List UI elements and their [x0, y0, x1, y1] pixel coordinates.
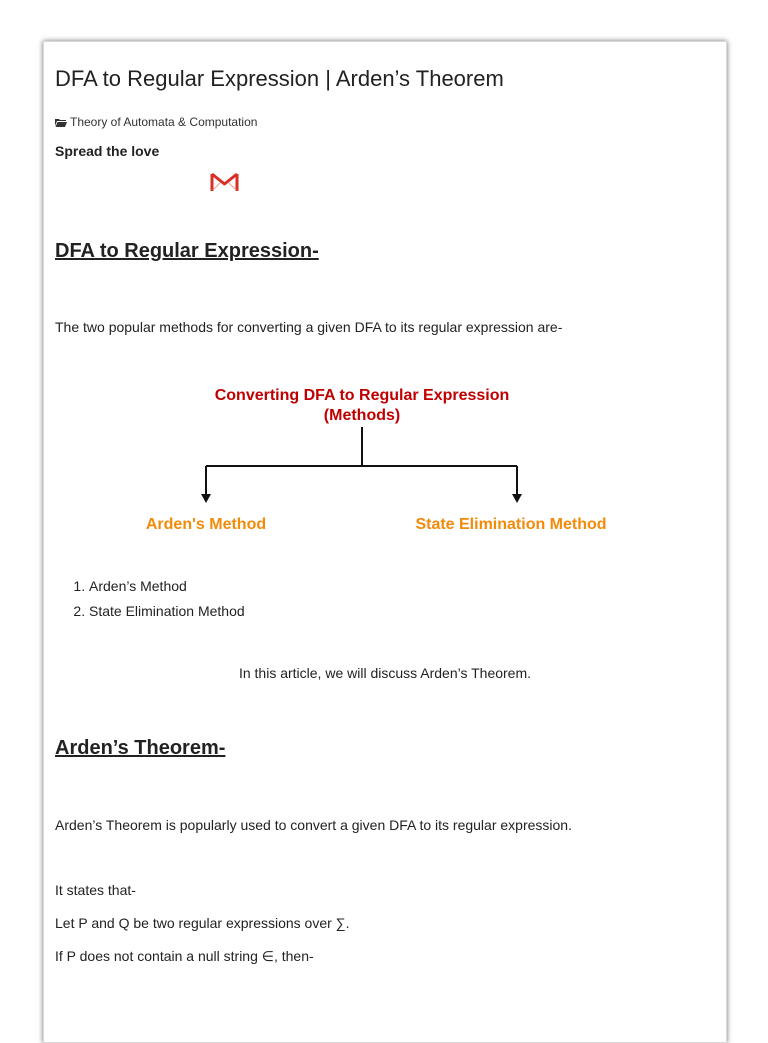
diagram-right-method: State Elimination Method: [415, 516, 607, 533]
diagram-title-line2: (Methods): [323, 407, 401, 424]
folder-icon: [55, 118, 67, 127]
let-pq-text: Let P and Q be two regular expressions over ∑.: [55, 915, 350, 931]
diagram-right-arrowhead: [512, 494, 522, 503]
post-title: DFA to Regular Expression | Arden’s Theorem: [55, 66, 504, 91]
dfa-intro-text: The two popular methods for converting a given DFA to its regular expression are-: [55, 319, 563, 335]
spread-the-love: Spread the love: [55, 143, 160, 159]
post-category[interactable]: [55, 115, 257, 129]
gmail-icon[interactable]: [210, 172, 239, 193]
methods-diagram: [128, 372, 648, 542]
section-heading-dfa: DFA to Regular Expression-: [55, 240, 319, 262]
article-card: [43, 41, 727, 1043]
list-item: 2. State Elimination Method: [89, 600, 245, 625]
if-p-text: If P does not contain a null string ∈, then-: [55, 948, 314, 964]
diagram-title-line1: Converting DFA to Regular Expression: [214, 387, 510, 404]
category-link[interactable]: Theory of Automata & Computation: [70, 115, 258, 129]
diagram-left-method: Arden's Method: [145, 516, 267, 533]
methods-list: [55, 575, 245, 625]
states-text: It states that-: [55, 882, 136, 898]
discuss-text: In this article, we will discuss Arden’s Theorem.: [238, 665, 532, 681]
list-item: 1. Arden’s Method: [89, 575, 245, 600]
arden-intro-text: Arden’s Theorem is popularly used to convert a given DFA to its regular expression.: [55, 817, 572, 833]
diagram-left-arrowhead: [201, 494, 211, 503]
section-heading-arden: Arden’s Theorem-: [55, 737, 226, 759]
